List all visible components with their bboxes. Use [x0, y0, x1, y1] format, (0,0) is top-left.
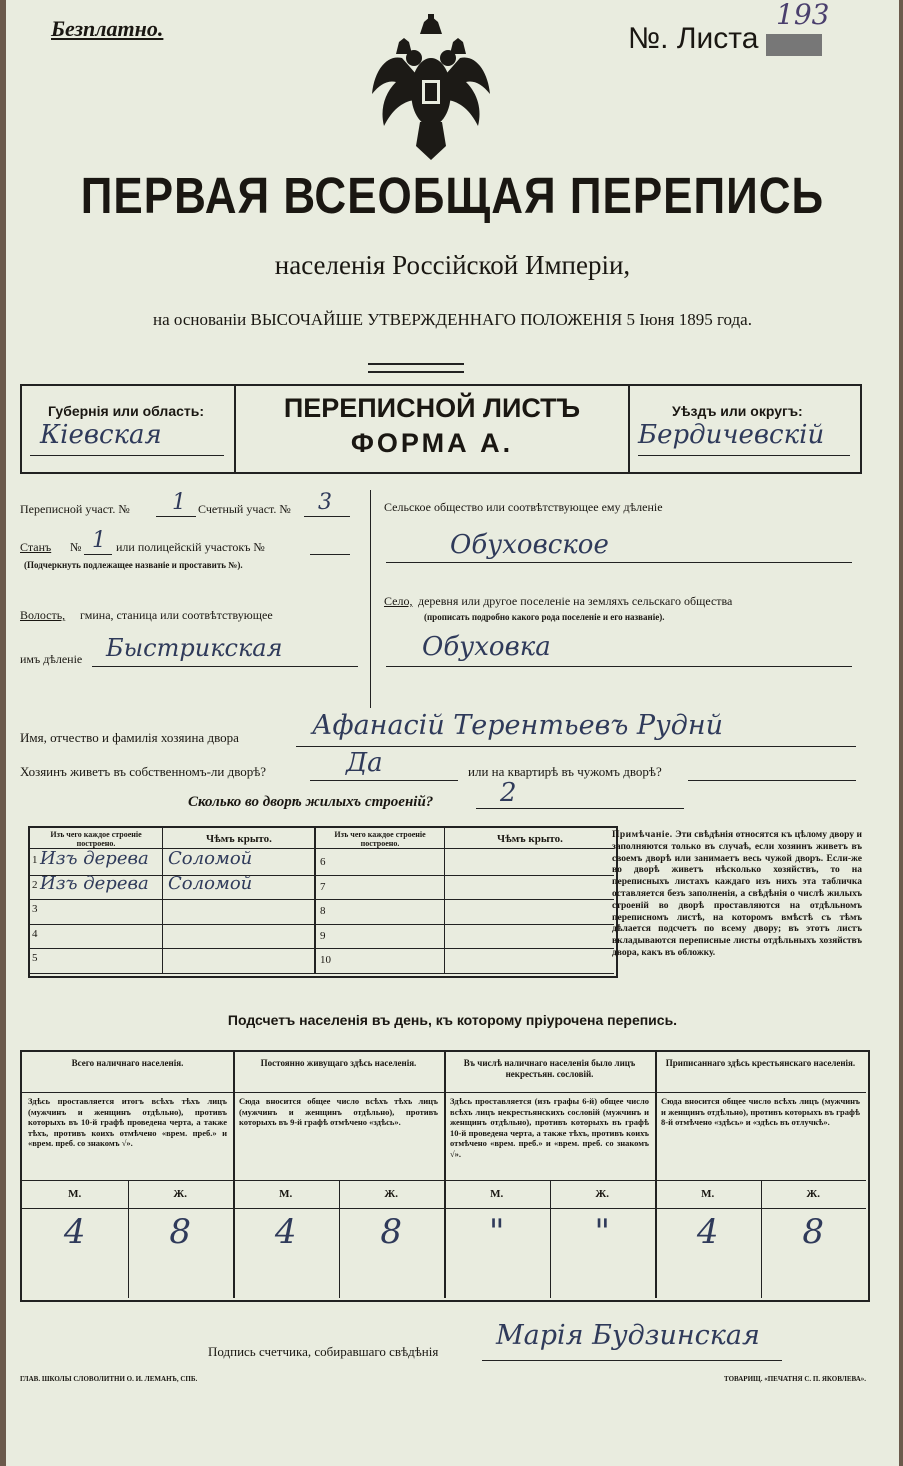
count-group-desc: Сюда вносится общее число всѣхъ лицъ (мужчинъ и женщинъ отдѣльно), противъ которыхъ въ графѣ 8-й отмѣчено «здѣсь» и «здѣсь въ отлучкѣ».: [661, 1096, 860, 1128]
owner-name-value: Афанасій Терентьевъ Руднй: [312, 710, 724, 741]
uezd-value: Бердичевскій: [638, 420, 825, 450]
row-number: 4: [32, 927, 38, 940]
row-material: Изъ дерева: [40, 872, 149, 894]
schet-value: 3: [318, 490, 332, 515]
sheet-number-label: №. Листа: [628, 22, 759, 55]
owner-lives-value: Да: [346, 748, 383, 778]
count-female-label: Ж.: [384, 1188, 399, 1200]
row-number: 2: [32, 878, 38, 891]
stan-label-3: или полицейскій участокъ №: [116, 540, 265, 554]
selo-label-2: деревня или другое поселеніе на земляхъ сельскаго общества: [418, 594, 733, 608]
count-male-label: М.: [68, 1188, 82, 1200]
obshchestvo-label: Сельское общество или соотвѣтствующее ему дѣленіе: [384, 500, 663, 514]
buildings-value: 2: [500, 778, 517, 808]
form-title-1: ПЕРЕПИСНОЙ ЛИСТЪ: [283, 393, 581, 423]
count-female-label: Ж.: [173, 1188, 188, 1200]
imperial-eagle-icon: [366, 14, 496, 164]
footer-left: ГЛАВ. ШКОЛЫ СЛОВОЛИТНИ О. И. ЛЕМАНЪ, СПБ.: [20, 1375, 198, 1383]
stan-label-2: №: [70, 540, 82, 554]
fields-divider: [370, 490, 371, 708]
footer-right: ТОВАРИЩ. «ПЕЧАТНЯ С. П. ЯКОВЛЕВА».: [724, 1375, 867, 1383]
selo-note: (прописать подробно какого рода поселеніе и его названіе).: [424, 612, 665, 622]
stan-value: 1: [92, 528, 106, 553]
buildings-question: Сколько во дворѣ жилыхъ строеній?: [188, 794, 434, 810]
row-number: 1: [32, 854, 38, 866]
row-number: 3: [32, 903, 38, 916]
count-group-desc: Здѣсь проставляется итогъ всѣхъ тѣхъ лицъ (мужчинъ и женщинъ отдѣльно), противъ которыхъ въ 10-й графѣ проведена черта, а также тѣхъ, противъ коихъ отмѣчено «врем. преб.» и «врем. преб. со знакомъ √».: [28, 1096, 227, 1149]
row-material: Изъ дерева: [40, 848, 149, 869]
count-male-value: 4: [274, 1212, 297, 1252]
stan-label-1: Станъ: [20, 540, 52, 554]
count-male-value: 4: [696, 1212, 719, 1252]
volost-label-1: Волость,: [20, 608, 66, 622]
sheet-number-value: 193: [776, 0, 830, 31]
buildings-col-material-right: Изъ чего каждое строеніе построено.: [334, 830, 426, 848]
guberniya-value: Кіевская: [40, 420, 162, 450]
basis-line: на основаніи ВЫСОЧАЙШЕ УТВЕРЖДЕННАГО ПОЛОЖЕНІЯ 5 Іюня 1895 года.: [153, 310, 752, 329]
count-group-desc: Здѣсь проставляется (изъ графы 6-й) общее число всѣхъ лицъ некрестьянскихъ сословій (мужчинъ и женщинъ отдѣльно), противъ которыхъ въ графѣ 10-й проведена черта, а также тѣхъ, противъ коихъ отмѣчено «врем. преб.» и «врем. преб. со знакомъ √».: [450, 1096, 649, 1159]
sheet-number-box: [766, 34, 822, 56]
count-group-head: Въ числѣ наличнаго населенія было лицъ некрестьян. сословій.: [463, 1058, 636, 1079]
row-number-right: 7: [320, 880, 326, 893]
count-line-1: [22, 1092, 866, 1093]
count-group-head: Приписаннаго здѣсь крестьянскаго населенія.: [665, 1058, 856, 1068]
uchast-label: Переписной участ. №: [20, 502, 130, 516]
count-group-head: Всего наличнаго населенія.: [71, 1058, 184, 1068]
selo-value: Обуховка: [422, 632, 551, 662]
count-group-head: Постоянно живущаго здѣсь населенія.: [260, 1058, 417, 1068]
count-male-label: М.: [701, 1188, 715, 1200]
owner-lives-label-2: или на квартирѣ въ чужомъ дворѣ?: [468, 764, 662, 779]
count-female-value: 8: [380, 1212, 403, 1252]
count-male-value: ": [488, 1212, 505, 1252]
note-text: Эти свѣдѣнія относятся къ цѣлому двору и заполняются только въ случаѣ, если хозяинъ живетъ въ своемъ дворѣ или занимаетъ весь чужой дворъ. Если-же во дворѣ живетъ нѣсколько хозяйствъ, то на переписныхъ листахъ каждаго изъ нихъ эта табличка оставляется безъ заполненія, а свѣдѣнія о числѣ жилыхъ строеній во дворѣ проставляются на отдѣльномъ переписномъ листѣ, на которомъ вмѣстѣ съ тѣмъ дѣлается подсчетъ по всему двору; въ этотъ листъ вкладываются переписные листы отдѣльныхъ хозяйствъ двора, какъ въ обложку.: [612, 830, 863, 958]
main-title: ПЕРВАЯ ВСЕОБЩАЯ ПЕРЕПИСЬ: [80, 168, 825, 225]
count-line-3: [22, 1208, 866, 1209]
volost-label-2: гмина, станица или соотвѣтствующее: [80, 608, 273, 622]
count-male-label: М.: [279, 1188, 293, 1200]
count-female-value: 8: [802, 1212, 825, 1252]
buildings-col-roof-right: Чѣмъ крыто.: [497, 833, 563, 845]
ornament-divider: [368, 363, 464, 373]
row-number-right: 9: [320, 929, 326, 942]
row-number-right: 6: [320, 856, 326, 868]
count-female-value: 8: [169, 1212, 192, 1252]
count-female-label: Ж.: [595, 1188, 610, 1200]
row-number-right: 8: [320, 905, 326, 918]
owner-lives-label: Хозяинъ живетъ въ собственномъ-ли дворѣ?: [20, 764, 267, 779]
row-number: 5: [32, 952, 38, 965]
selo-label-1: Село,: [384, 594, 413, 608]
obshchestvo-value: Обуховское: [450, 530, 609, 560]
count-female-label: Ж.: [806, 1188, 821, 1200]
buildings-col-material-left: Изъ чего каждое строеніе построено.: [50, 830, 142, 848]
uchast-value: 1: [172, 490, 186, 515]
row-roof: Соломой: [168, 848, 253, 869]
free-label: Безплатно.: [51, 16, 164, 41]
buildings-col-roof-left: Чѣмъ крыто.: [206, 833, 272, 845]
signature-value: Марія Будзинская: [496, 1320, 760, 1351]
row-roof: Соломой: [168, 872, 253, 894]
signature-label: Подпись счетчика, собиравшаго свѣдѣнія: [208, 1344, 439, 1359]
census-sheet: [6, 0, 899, 1466]
volost-value: Быстрикская: [106, 634, 283, 662]
count-male-label: М.: [490, 1188, 504, 1200]
note-block: [612, 830, 862, 960]
uezd-label: Уѣздъ или округъ:: [672, 403, 803, 419]
note-title: Примѣчаніе.: [612, 830, 673, 840]
count-male-value: 4: [63, 1212, 86, 1252]
volost-label-3: имъ дѣленіе: [20, 652, 83, 666]
subtitle: населенія Россійской Имперіи,: [274, 250, 631, 280]
row-number-right: 10: [320, 954, 331, 967]
count-female-value: ": [594, 1212, 611, 1252]
stan-note: (Подчеркнуть подлежащее названіе и проставить №).: [24, 560, 243, 570]
guberniya-label: Губернія или область:: [48, 403, 205, 419]
owner-name-label: Имя, отчество и фамилія хозяина двора: [20, 730, 239, 745]
schet-label: Счетный участ. №: [198, 502, 291, 516]
count-title: Подсчетъ населенія въ день, къ которому пріурочена перепись.: [227, 1012, 678, 1028]
count-group-desc: Сюда вносится общее число всѣхъ тѣхъ лицъ (мужчинъ и женщинъ отдѣльно), противъ которыхъ въ 9-й графѣ отмѣчено «здѣсь».: [239, 1096, 438, 1128]
count-line-2: [22, 1180, 866, 1181]
form-title-2: ФОРМА А.: [350, 428, 514, 458]
